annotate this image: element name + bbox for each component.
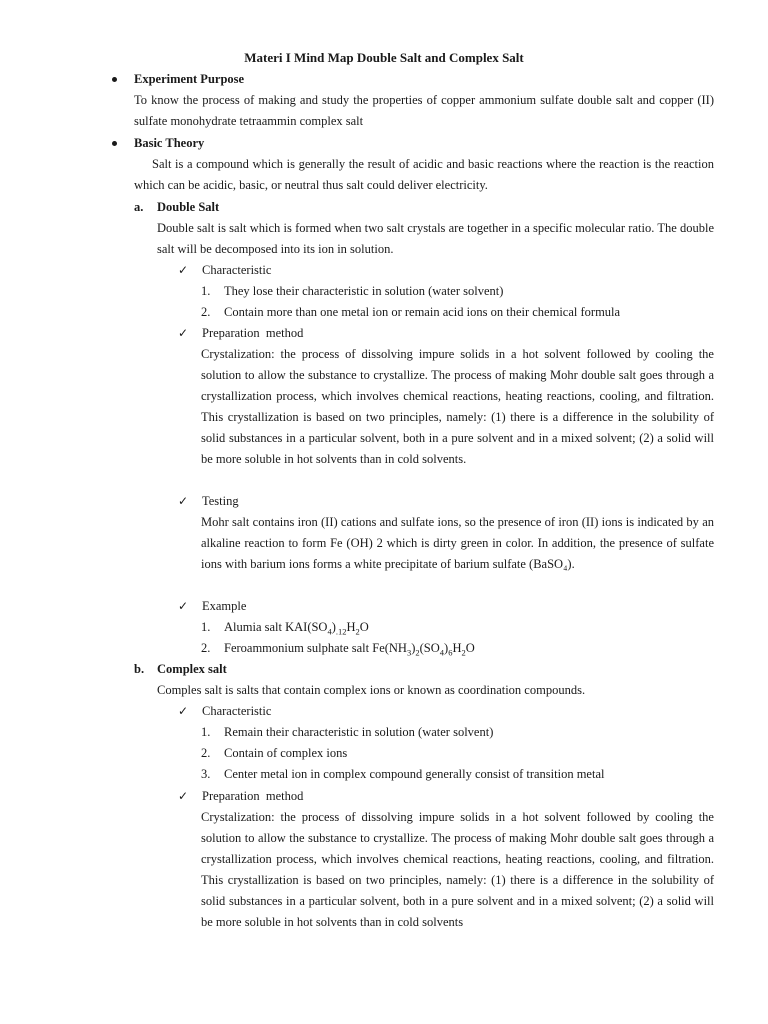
double-salt-characteristic xyxy=(178,260,271,281)
double-salt-preparation-text: Crystalization: the process of dissolving impure solids in a hot solvent followed by cooling the solution to allow the substance to crystallize. The process of making Mohr double salt goes through a crystallization process, which involves chemical reactions, heating reactions, cooling, and filtration. This crystallization is based on two principles, namely: (1) there is a difference in the solubility of solid substances in a particular solvent, both in a pure solvent and in a mixed solvent; (2) a solid will be more soluble in hot solvents than in cold solvents. xyxy=(201,347,714,466)
double-salt-testing-text: Mohr salt contains iron (II) cations and sulfate ions, so the presence of iron (II) ions is indicated by an alkaline reaction to form Fe (OH) 2 which is dirty green in color. In addition, the presence of sulfate ions with barium ions forms a white precipitate of barium sulfate (BaSO₄). xyxy=(201,515,714,571)
checkmark-icon: ✓ xyxy=(178,704,189,718)
checkmark-icon: ✓ xyxy=(178,326,189,340)
list-item: 1. They lose their characteristic in solution (water solvent) xyxy=(201,284,504,298)
example-label: Example xyxy=(202,599,247,613)
example-item: 2. Feroammonium sulphate salt $Fe(NH_3)_2(SO_4)_6H_2O$ xyxy=(201,641,475,658)
double-salt-letter: a. xyxy=(134,200,144,214)
complex-salt-heading: Complex salt xyxy=(157,662,227,676)
double-salt-heading: Double Salt xyxy=(157,200,220,214)
checkmark-icon: ✓ xyxy=(178,789,189,803)
complex-salt-definition: Comples salt is salts that contain complex ions or known as coordination compounds. xyxy=(157,683,586,697)
basic-theory-heading: Basic Theory xyxy=(134,136,205,150)
testing-label: Testing xyxy=(202,494,239,508)
list-item: 2. Contain more than one metal ion or remain acid ions on their chemical formula xyxy=(201,305,621,319)
double-salt-example xyxy=(178,596,246,617)
list-item: 1. Remain their characteristic in solution (water solvent) xyxy=(201,725,494,739)
list-item: 3. Center metal ion in complex compound generally consist of transition metal xyxy=(201,767,605,781)
characteristic-label: Characteristic xyxy=(202,263,272,277)
complex-salt-preparation xyxy=(178,786,303,807)
double-salt-testing xyxy=(178,491,239,512)
complex-salt-letter: b. xyxy=(134,662,145,676)
double-salt-preparation xyxy=(178,323,303,344)
experiment-purpose-text: To know the process of making and study the properties of copper ammonium sulfate double salt and copper (II) sulfate monohydrate tetraammin complex salt xyxy=(134,93,714,128)
preparation-label: Preparation method xyxy=(202,789,304,803)
complex-salt-characteristic xyxy=(178,701,271,722)
experiment-purpose-heading: Experiment Purpose xyxy=(134,72,245,86)
double-salt-definition: Double salt is salt which is formed when two salt crystals are together in a specific molecular ratio. The double salt will be decomposed into its ion in solution. xyxy=(157,221,714,256)
preparation-label: Preparation method xyxy=(202,326,304,340)
characteristic-label: Characteristic xyxy=(202,704,272,718)
checkmark-icon: ✓ xyxy=(178,494,189,508)
bullet-dot-icon xyxy=(112,141,117,146)
checkmark-icon: ✓ xyxy=(178,599,189,613)
basic-theory-intro: Salt is a compound which is generally the result of acidic and basic reactions where the reaction is the reaction which can be acidic, basic, or neutral thus salt could deliver electricity. xyxy=(134,157,714,192)
checkmark-icon: ✓ xyxy=(178,263,189,277)
complex-salt-preparation-text: Crystalization: the process of dissolving impure solids in a hot solvent followed by cooling the solution to allow the substance to crystallize. The process of making Mohr double salt goes through a crystallization process, which involves chemical reactions, heating reactions, cooling, and filtration. This crystallization is based on two principles, namely: (1) there is a difference in the solubility of solid substances in a particular solvent, both in a pure solvent and in a mixed solvent; (2) a solid will be more soluble in hot solvents than in cold solvents xyxy=(201,810,714,929)
page-title: Materi I Mind Map Double Salt and Complex Salt xyxy=(244,50,524,65)
list-item: 2. Contain of complex ions xyxy=(201,746,348,760)
example-item: 1. Alumia salt $KAI(SO_4)_{.12}H_2O$ xyxy=(201,620,369,637)
bullet-dot-icon xyxy=(112,77,117,82)
